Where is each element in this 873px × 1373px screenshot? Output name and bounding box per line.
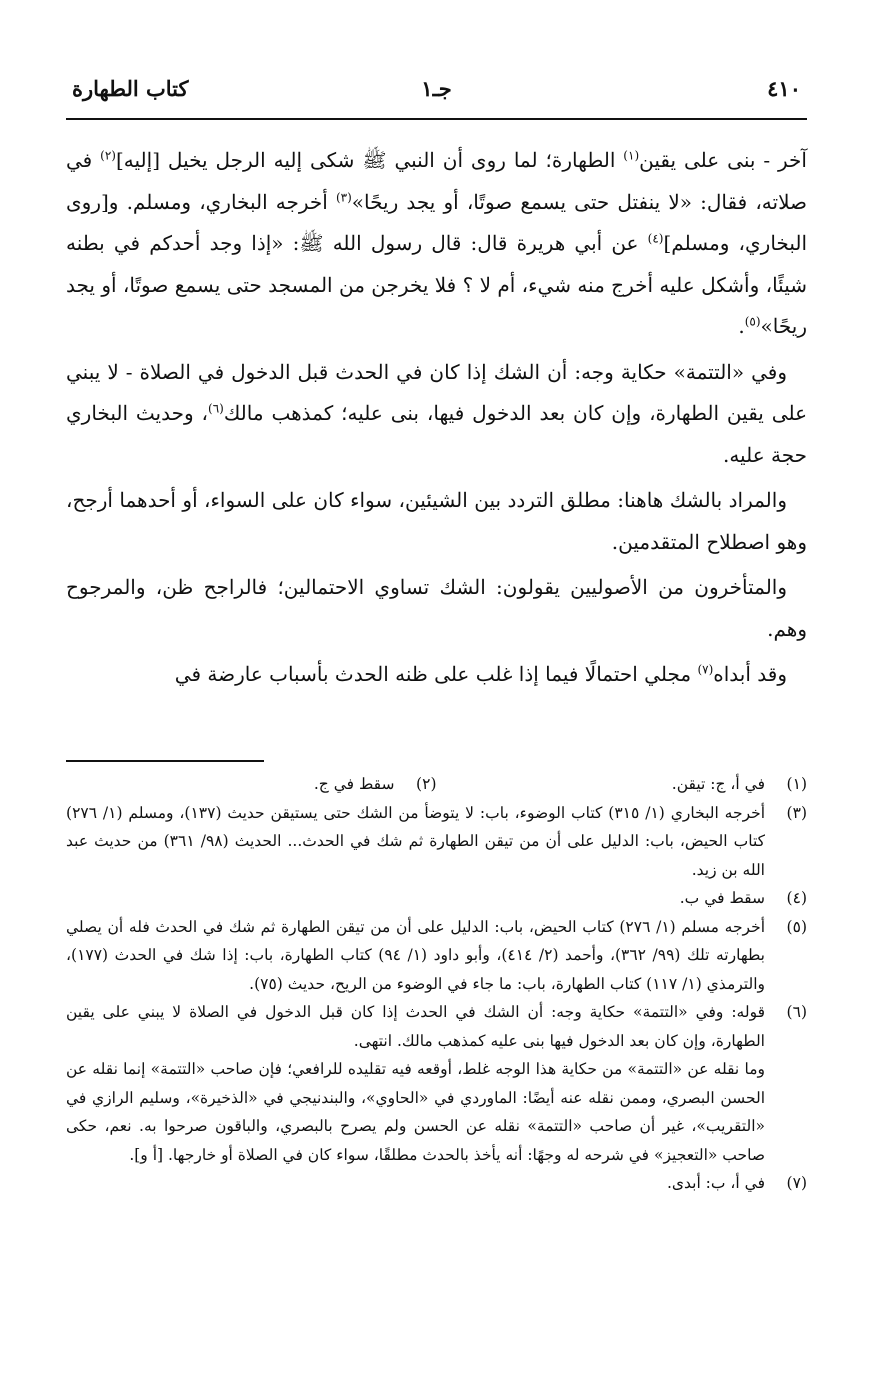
book-title: كتاب الطهارة bbox=[72, 76, 189, 101]
footnote-3 bbox=[66, 799, 807, 885]
text-run: الطهارة؛ لما روى أن النبي ﷺ شكى إليه الرجل يخيل [إليه] bbox=[115, 148, 624, 172]
footnote-ref: (١) bbox=[623, 148, 640, 163]
footnote-1 bbox=[437, 770, 808, 799]
text-run: أخرجه البخاري، ومسلم. و[روى البخاري، ومسلم] bbox=[66, 189, 808, 255]
footnote-number: (٤) bbox=[786, 889, 807, 907]
footnote-ref: (٥) bbox=[744, 314, 761, 329]
volume-label: جـ١ bbox=[421, 76, 452, 101]
text-run: مجلي احتمالًا فيما إذا غلب على ظنه الحدث بأسباب عارضة في bbox=[174, 662, 698, 686]
text-run: وفي «التتمة» حكاية وجه: أن الشك إذا كان في الحدث قبل الدخول في الصلاة - لا يبني على يقين الطهارة، وإن كان بعد الدخول فيها، بنى عليه؛ كمذهب مالك bbox=[66, 359, 807, 425]
footnote-number: (٧) bbox=[786, 1174, 807, 1192]
footnote-6-continuation: وما نقله عن «التتمة» من حكاية هذا الوجه غلط، أوقعه فيه تقليده للرافعي؛ فإن صاحب «التتمة» إنما نقله عن الحسن البصري، وممن نقله عنه أيضًا: الماوردي في «الحاوي»، والبندنيجي في «الذخيرة»، وسليم الرازي في «التقريب»، غير أن صاحب «التتمة» نقله عن الحسن ولم يصرح بالبصري، والباقون صرحوا به. نعم، حكى صاحب «التعجيز» في شرحه له وجهًا: أنه يأخذ بالحدث مطلقًا، سواء كان في الصلاة أو خارجها. [أ و]. bbox=[66, 1060, 765, 1164]
text-run: . bbox=[738, 314, 745, 338]
paragraph-4: والمتأخرون من الأصوليين يقولون: الشك تساوي الاحتمالين؛ فالراجح ظن، والمرجوح وهم. bbox=[66, 575, 807, 641]
footnote-text: في أ، ب: أبدى. bbox=[666, 1174, 765, 1192]
footnote-number: (٦) bbox=[786, 1003, 807, 1021]
footnote-ref: (٢) bbox=[100, 148, 116, 163]
footnote-ref: (٦) bbox=[208, 401, 224, 416]
footnote-ref: (٤) bbox=[647, 231, 664, 246]
footnote-2 bbox=[66, 770, 437, 799]
paragraph-1 bbox=[66, 140, 807, 348]
paragraph-2 bbox=[66, 352, 807, 477]
footnote-text: سقط في ج. bbox=[313, 775, 395, 793]
footnote-4 bbox=[66, 884, 807, 913]
footnote-ref: (٧) bbox=[697, 662, 714, 677]
paragraph-5 bbox=[66, 654, 807, 696]
footnote-text: سقط في ب. bbox=[679, 889, 765, 907]
footnote-text: قوله: وفي «التتمة» حكاية وجه: أن الشك في الحدث إذا كان قبل الدخول في الصلاة لا يبني على يقين الطهارة، وإن كان بعد الدخول فيها بنى عليه كمذهب مالك. انتهى. bbox=[66, 1003, 765, 1050]
footnote-7 bbox=[66, 1169, 807, 1198]
footnote-text: في أ، ج: تيقن. bbox=[671, 775, 765, 793]
main-text bbox=[66, 140, 807, 700]
footnote-number: (٢) bbox=[416, 775, 437, 793]
footnote-5 bbox=[66, 913, 807, 999]
text-run: وقد أبداه bbox=[713, 662, 787, 686]
footnote-ref: (٣) bbox=[335, 189, 352, 204]
footnote-row bbox=[66, 770, 807, 799]
footnote-text: أخرجه البخاري (١/ ٣١٥) كتاب الوضوء، باب: لا يتوضأ من الشك حتى يستيقن حديث (١٣٧)، ومسلم (١/ ٢٧٦) كتاب الحيض، باب: الدليل على أن من تيقن الطهارة ثم شك في الحدث... الحديث (٩٨/ ٣٦١) من حديث عبد الله بن زيد. bbox=[66, 803, 766, 879]
text-run: عن أبي هريرة قال: قال رسول الله ﷺ: «إذا وجد أحدكم في بطنه شيئًا، وأشكل عليه أخرج منه شيء، أم لا ؟ فلا يخرجن من المسجد حتى يسمع صوتًا، أو يجد ريحًا» bbox=[66, 231, 807, 338]
page-header bbox=[66, 70, 807, 120]
footnote-6 bbox=[66, 998, 807, 1055]
footnote-separator bbox=[66, 760, 264, 762]
text-run: ، وحديث البخاري حجة عليه. bbox=[66, 401, 807, 467]
footnote-number: (١) bbox=[786, 775, 807, 793]
footnote-number: (٣) bbox=[786, 803, 807, 822]
text-run: في صلاته، فقال: «لا ينفتل حتى يسمع صوتًا، أو يجد ريحًا» bbox=[66, 148, 807, 214]
paragraph-3: والمراد بالشك هاهنا: مطلق التردد بين الشيئين، سواء كان على السواء، أو أحدهما أرجح، وهو اصطلاح المتقدمين. bbox=[66, 488, 807, 554]
footnote-number: (٥) bbox=[786, 917, 807, 936]
footnote-text: أخرجه مسلم (١/ ٢٧٦) كتاب الحيض، باب: الدليل على أن من تيقن الطهارة ثم شك في الحدث فله أن يصلي بطهارته تلك (٩٩/ ٣٦٢)، وأحمد (٢/ ٤١٤)، وأبو داود (١/ ٩٤) كتاب الطهارة، باب: إذا شك في الحدث (١٧٧)، والترمذي (١/ ١١٧) كتاب الطهارة، باب: ما جاء في الوضوء من الريح، حديث (٧٥). bbox=[66, 917, 765, 993]
text-run: آخر - بنى على يقين bbox=[639, 148, 807, 172]
footnotes bbox=[66, 770, 807, 1198]
page-number: ٤١٠ bbox=[767, 76, 801, 101]
